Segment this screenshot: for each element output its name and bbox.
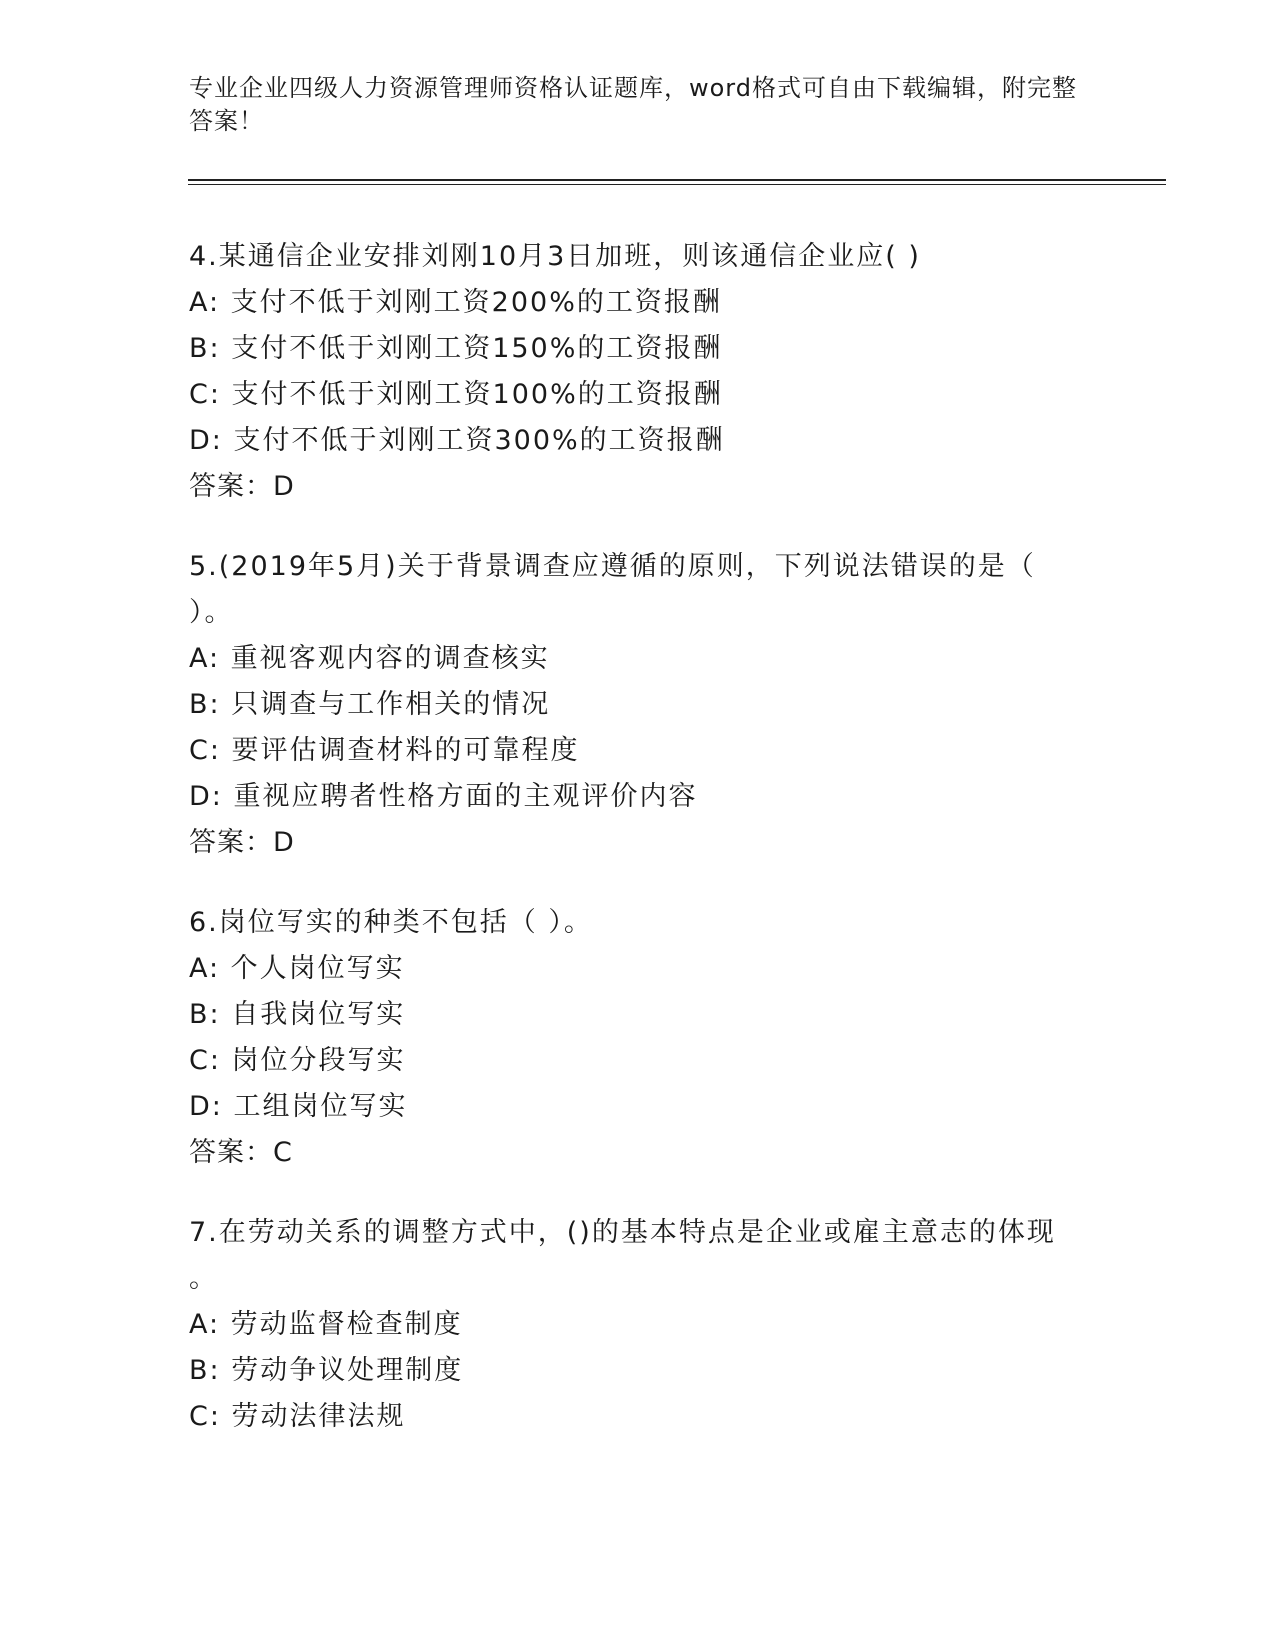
answer-line: 答案：D: [189, 471, 295, 502]
question-5: [189, 544, 1089, 866]
option-b: B: 只调查与工作相关的情况: [189, 689, 551, 720]
option-a: A: 劳动监督检查制度: [189, 1309, 463, 1340]
question-stem-continued: 。: [189, 1263, 218, 1294]
option-a: A: 个人岗位写实: [189, 953, 405, 984]
header-divider-thick: [188, 179, 1166, 181]
option-d: D: 支付不低于刘刚工资300%的工资报酬: [189, 425, 725, 456]
answer-line: 答案：D: [189, 827, 295, 858]
option-d: D: 重视应聘者性格方面的主观评价内容: [189, 781, 698, 812]
option-c: C: 支付不低于刘刚工资100%的工资报酬: [189, 379, 723, 410]
option-a: A: 重视客观内容的调查核实: [189, 643, 550, 674]
question-4: [189, 234, 1089, 510]
option-b: B: 劳动争议处理制度: [189, 1355, 464, 1386]
answer-line: 答案：C: [189, 1137, 293, 1168]
question-stem: 7.在劳动关系的调整方式中，()的基本特点是企业或雇主意志的体现: [189, 1217, 1056, 1248]
question-list: [189, 234, 1089, 1474]
option-b: B: 支付不低于刘刚工资150%的工资报酬: [189, 333, 723, 364]
option-a: A: 支付不低于刘刚工资200%的工资报酬: [189, 287, 722, 318]
option-c: C: 要评估调查材料的可靠程度: [189, 735, 580, 766]
question-stem: 6.岗位写实的种类不包括（ ）。: [189, 907, 593, 938]
header-line-2: 答案！: [189, 107, 264, 135]
option-c: C: 岗位分段写实: [189, 1045, 406, 1076]
question-stem: 4.某通信企业安排刘刚10月3日加班，则该通信企业应( ): [189, 241, 921, 272]
option-b: B: 自我岗位写实: [189, 999, 406, 1030]
header-divider-thin: [188, 184, 1166, 185]
question-6: [189, 900, 1089, 1176]
question-7: [189, 1210, 1089, 1440]
option-d: D: 工组岗位写实: [189, 1091, 408, 1122]
question-stem: 5.(2019年5月)关于背景调查应遵循的原则，下列说法错误的是（: [189, 551, 1036, 582]
option-c: C: 劳动法律法规: [189, 1401, 406, 1432]
question-stem-continued: ）。: [189, 597, 234, 628]
document-header: [189, 72, 1089, 138]
header-line-1: 专业企业四级人力资源管理师资格认证题库，word格式可自由下载编辑，附完整: [189, 74, 1077, 102]
